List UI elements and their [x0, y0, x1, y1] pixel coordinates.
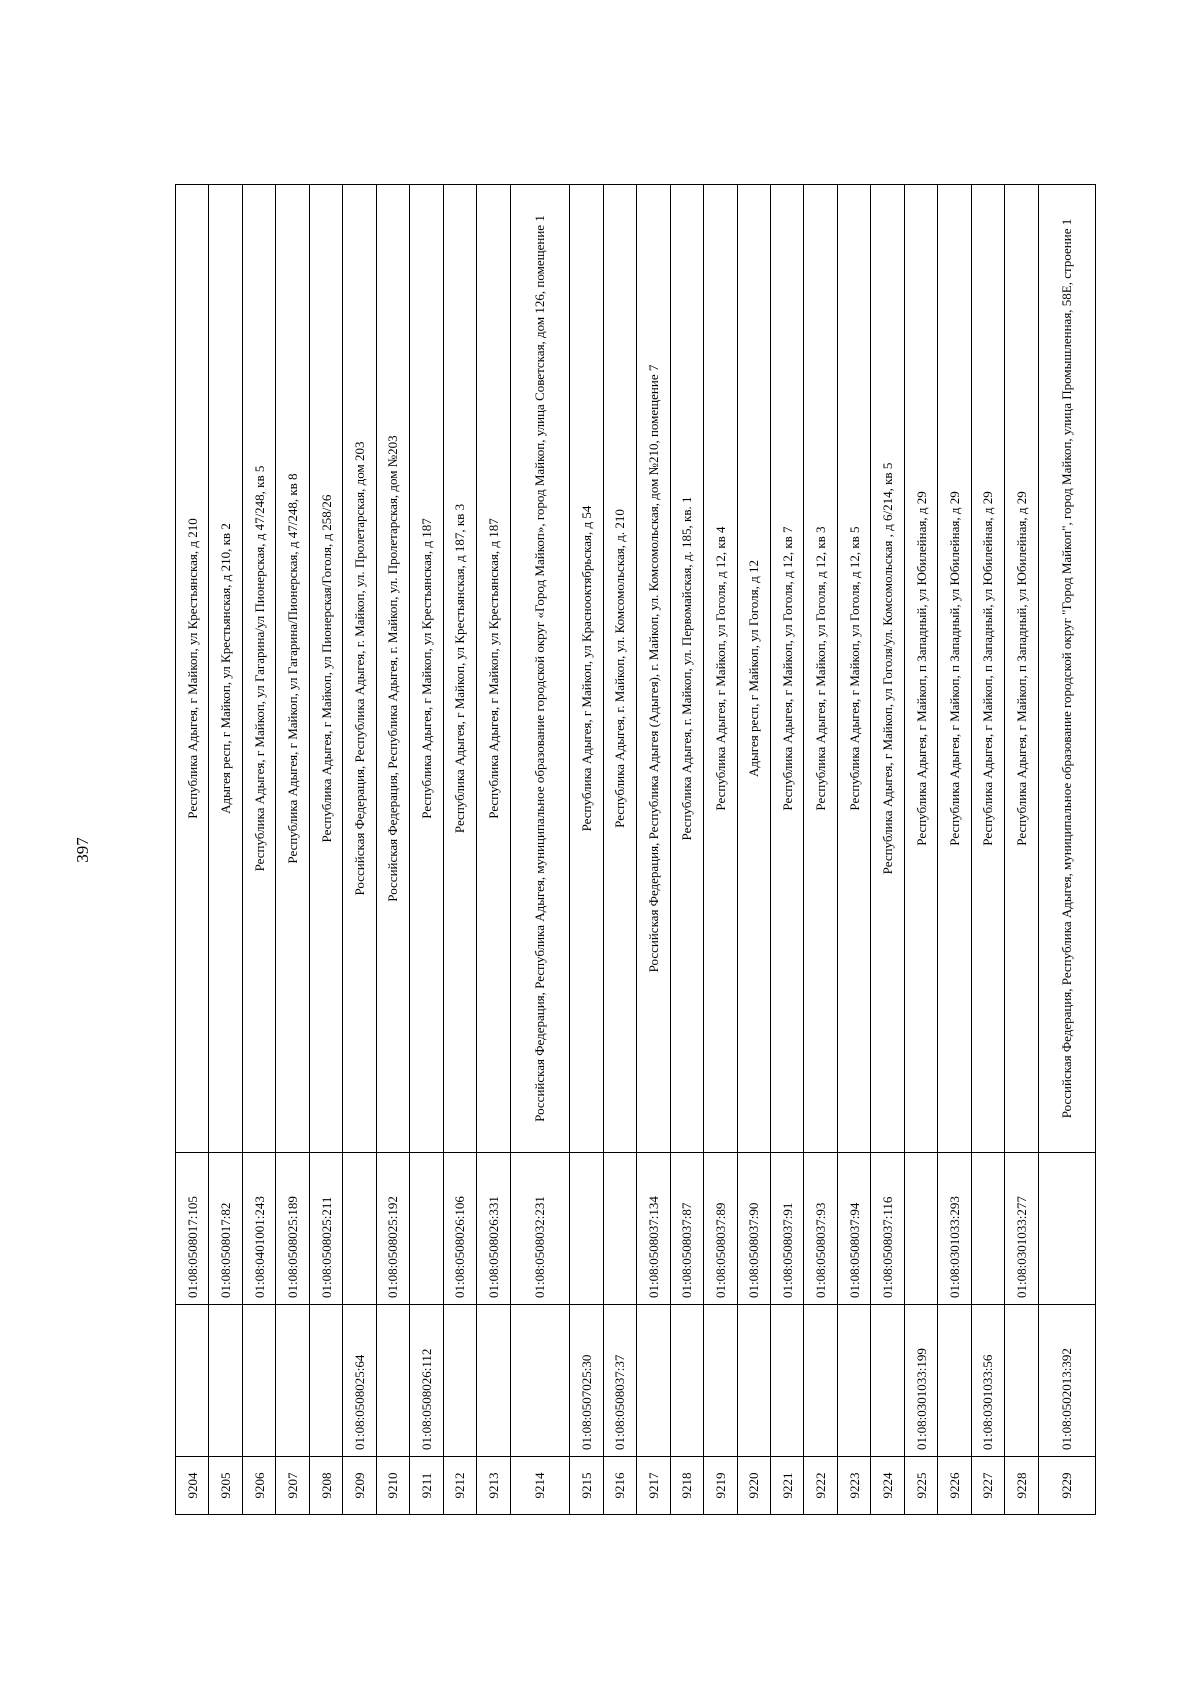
row-number: 9206: [242, 1457, 275, 1515]
cadastral-number-parcel: [376, 1305, 409, 1457]
page-number: 397: [73, 837, 92, 863]
address-cell: Республика Адыгея, г. Майкоп, ул. Первомайская, д. 185, кв. 1: [670, 185, 703, 1153]
row-number: 9212: [443, 1457, 476, 1515]
register-table-body: [176, 185, 1096, 1515]
table-row: [443, 185, 476, 1515]
table-row: [376, 185, 409, 1515]
table-row: [704, 185, 737, 1515]
row-number: 9227: [971, 1457, 1004, 1515]
cadastral-number-parcel: 01:08:0508026:112: [410, 1305, 443, 1457]
cadastral-number-object: [410, 1153, 443, 1305]
row-number: 9209: [343, 1457, 376, 1515]
row-number: 9213: [477, 1457, 510, 1515]
row-number: 9220: [737, 1457, 770, 1515]
cadastral-number-object: [1038, 1153, 1095, 1305]
cadastral-number-parcel: [737, 1305, 770, 1457]
row-number: 9214: [510, 1457, 570, 1515]
table-row: [510, 185, 570, 1515]
cadastral-number-object: 01:08:0508017:105: [176, 1153, 209, 1305]
address-cell: Российская Федерация, Республика Адыгея, муниципальное образование городской округ «Город Майкоп», город Майкоп, улица Советская, дом 126, помещение 1: [510, 185, 570, 1153]
table-row: [871, 185, 904, 1515]
cadastral-number-parcel: [637, 1305, 670, 1457]
cadastral-number-parcel: [804, 1305, 837, 1457]
cadastral-number-object: 01:08:0508037:134: [637, 1153, 670, 1305]
table-row: [670, 185, 703, 1515]
address-cell: Адыгея респ, г Майкоп, ул Крестьянская, д 210, кв 2: [209, 185, 242, 1153]
row-number: 9225: [904, 1457, 937, 1515]
cadastral-number-object: 01:08:0508032:231: [510, 1153, 570, 1305]
row-number: 9224: [871, 1457, 904, 1515]
cadastral-number-object: 01:08:0508037:91: [770, 1153, 803, 1305]
cadastral-number-object: 01:08:0508025:189: [276, 1153, 309, 1305]
table-row: [804, 185, 837, 1515]
cadastral-number-parcel: [443, 1305, 476, 1457]
address-cell: Российская Федерация, Республика Адыгея, г. Майкоп, ул. Пролетарская, дом 203: [343, 185, 376, 1153]
cadastral-number-object: [343, 1153, 376, 1305]
row-number: 9222: [804, 1457, 837, 1515]
cadastral-number-parcel: [510, 1305, 570, 1457]
register-table-container: [175, 185, 1096, 1515]
cadastral-number-object: 01:08:0508037:116: [871, 1153, 904, 1305]
table-row: [410, 185, 443, 1515]
address-cell: Республика Адыгея, г Майкоп, ул Краснооктябрьская, д 54: [570, 185, 603, 1153]
row-number: 9210: [376, 1457, 409, 1515]
cadastral-number-object: 01:08:0508026:331: [477, 1153, 510, 1305]
cadastral-number-object: [904, 1153, 937, 1305]
row-number: 9216: [603, 1457, 636, 1515]
cadastral-number-parcel: 01:08:0507025:30: [570, 1305, 603, 1457]
table-row: [770, 185, 803, 1515]
address-cell: Республика Адыгея, г Майкоп, ул Гоголя, д 12, кв 5: [837, 185, 870, 1153]
address-cell: Республика Адыгея, г Майкоп, ул Крестьянская, д 187: [477, 185, 510, 1153]
row-number: 9221: [770, 1457, 803, 1515]
table-row: [1038, 185, 1095, 1515]
row-number: 9204: [176, 1457, 209, 1515]
cadastral-number-object: 01:08:0301033:277: [1005, 1153, 1038, 1305]
cadastral-number-parcel: 01:08:0301033:56: [971, 1305, 1004, 1457]
table-row: [343, 185, 376, 1515]
cadastral-number-parcel: 01:08:0508037:37: [603, 1305, 636, 1457]
cadastral-number-object: 01:08:0508025:192: [376, 1153, 409, 1305]
address-cell: Республика Адыгея, г Майкоп, ул Гоголя, д 12, кв 3: [804, 185, 837, 1153]
address-cell: Республика Адыгея, г Майкоп, ул Гагарина/Пионерская, д 47/248, кв 8: [276, 185, 309, 1153]
cadastral-number-parcel: [1005, 1305, 1038, 1457]
address-cell: Российская Федерация, Республика Адыгея (Адыгея), г. Майкоп, ул. Комсомольская, дом №210, помещение 7: [637, 185, 670, 1153]
cadastral-number-parcel: [871, 1305, 904, 1457]
address-cell: Республика Адыгея, г Майкоп, п Западный, ул Юбилейная, д 29: [904, 185, 937, 1153]
cadastral-number-parcel: [704, 1305, 737, 1457]
cadastral-number-object: [971, 1153, 1004, 1305]
table-row: [176, 185, 209, 1515]
cadastral-number-parcel: [477, 1305, 510, 1457]
table-row: [904, 185, 937, 1515]
row-number: 9228: [1005, 1457, 1038, 1515]
table-row: [603, 185, 636, 1515]
row-number: 9211: [410, 1457, 443, 1515]
table-row: [971, 185, 1004, 1515]
cadastral-number-object: 01:08:0508037:90: [737, 1153, 770, 1305]
table-row: [276, 185, 309, 1515]
address-cell: Республика Адыгея, г. Майкоп, ул. Комсомольская, д. 210: [603, 185, 636, 1153]
address-cell: Республика Адыгея, г Майкоп, ул Гоголя/ул. Комсомольская , д 6/214, кв 5: [871, 185, 904, 1153]
table-row: [837, 185, 870, 1515]
address-cell: Республика Адыгея, г Майкоп, ул Пионерская/Гоголя, д 258/26: [309, 185, 342, 1153]
address-cell: Российская Федерация, Республика Адыгея, г. Майкоп, ул. Пролетарская, дом №203: [376, 185, 409, 1153]
row-number: 9208: [309, 1457, 342, 1515]
cadastral-number-object: 01:08:0508025:211: [309, 1153, 342, 1305]
row-number: 9223: [837, 1457, 870, 1515]
address-cell: Республика Адыгея, г Майкоп, ул Гоголя, д 12, кв 7: [770, 185, 803, 1153]
address-cell: Республика Адыгея, г Майкоп, ул Крестьянская, д 187: [410, 185, 443, 1153]
table-row: [938, 185, 971, 1515]
cadastral-number-parcel: [176, 1305, 209, 1457]
address-cell: Республика Адыгея, г Майкоп, ул Крестьянская, д 210: [176, 185, 209, 1153]
cadastral-number-parcel: [276, 1305, 309, 1457]
cadastral-number-object: 01:08:0508026:106: [443, 1153, 476, 1305]
cadastral-number-parcel: [670, 1305, 703, 1457]
cadastral-number-parcel: 01:08:0508025:64: [343, 1305, 376, 1457]
table-row: [637, 185, 670, 1515]
row-number: 9218: [670, 1457, 703, 1515]
cadastral-number-parcel: [938, 1305, 971, 1457]
cadastral-number-object: 01:08:0508037:87: [670, 1153, 703, 1305]
address-cell: Республика Адыгея, г Майкоп, ул Гоголя, д 12, кв 4: [704, 185, 737, 1153]
cadastral-number-object: [603, 1153, 636, 1305]
table-row: [570, 185, 603, 1515]
address-cell: Республика Адыгея, г Майкоп, ул Гагарина/ул Пионерская, д 47/248, кв 5: [242, 185, 275, 1153]
table-row: [1005, 185, 1038, 1515]
row-number: 9215: [570, 1457, 603, 1515]
row-number: 9226: [938, 1457, 971, 1515]
register-table: [175, 184, 1096, 1515]
address-cell: Республика Адыгея, г Майкоп, п Западный, ул Юбилейная, д 29: [938, 185, 971, 1153]
row-number: 9207: [276, 1457, 309, 1515]
table-row: [737, 185, 770, 1515]
table-row: [477, 185, 510, 1515]
row-number: 9205: [209, 1457, 242, 1515]
cadastral-number-parcel: 01:08:0301033:199: [904, 1305, 937, 1457]
table-row: [209, 185, 242, 1515]
cadastral-number-object: [570, 1153, 603, 1305]
row-number: 9217: [637, 1457, 670, 1515]
cadastral-number-parcel: 01:08:0502013:392: [1038, 1305, 1095, 1457]
address-cell: Российская Федерация, Республика Адыгея, муниципальное образование городской округ "Город Майкоп", город Майкоп, улица Промышленная, 58Е, строение 1: [1038, 185, 1095, 1153]
table-row: [309, 185, 342, 1515]
address-cell: Республика Адыгея, г Майкоп, ул Крестьянская, д 187, кв 3: [443, 185, 476, 1153]
cadastral-number-object: 01:08:0401001:243: [242, 1153, 275, 1305]
cadastral-number-parcel: [770, 1305, 803, 1457]
address-cell: Республика Адыгея, г Майкоп, п Западный, ул Юбилейная, д 29: [1005, 185, 1038, 1153]
table-row: [242, 185, 275, 1515]
address-cell: Адыгея респ, г Майкоп, ул Гоголя, д 12: [737, 185, 770, 1153]
row-number: 9229: [1038, 1457, 1095, 1515]
cadastral-number-parcel: [209, 1305, 242, 1457]
cadastral-number-parcel: [309, 1305, 342, 1457]
cadastral-number-object: 01:08:0508017:82: [209, 1153, 242, 1305]
cadastral-number-object: 01:08:0301033:293: [938, 1153, 971, 1305]
cadastral-number-object: 01:08:0508037:94: [837, 1153, 870, 1305]
address-cell: Республика Адыгея, г Майкоп, п Западный, ул Юбилейная, д 29: [971, 185, 1004, 1153]
row-number: 9219: [704, 1457, 737, 1515]
cadastral-number-object: 01:08:0508037:93: [804, 1153, 837, 1305]
cadastral-number-parcel: [242, 1305, 275, 1457]
cadastral-number-parcel: [837, 1305, 870, 1457]
cadastral-number-object: 01:08:0508037:89: [704, 1153, 737, 1305]
